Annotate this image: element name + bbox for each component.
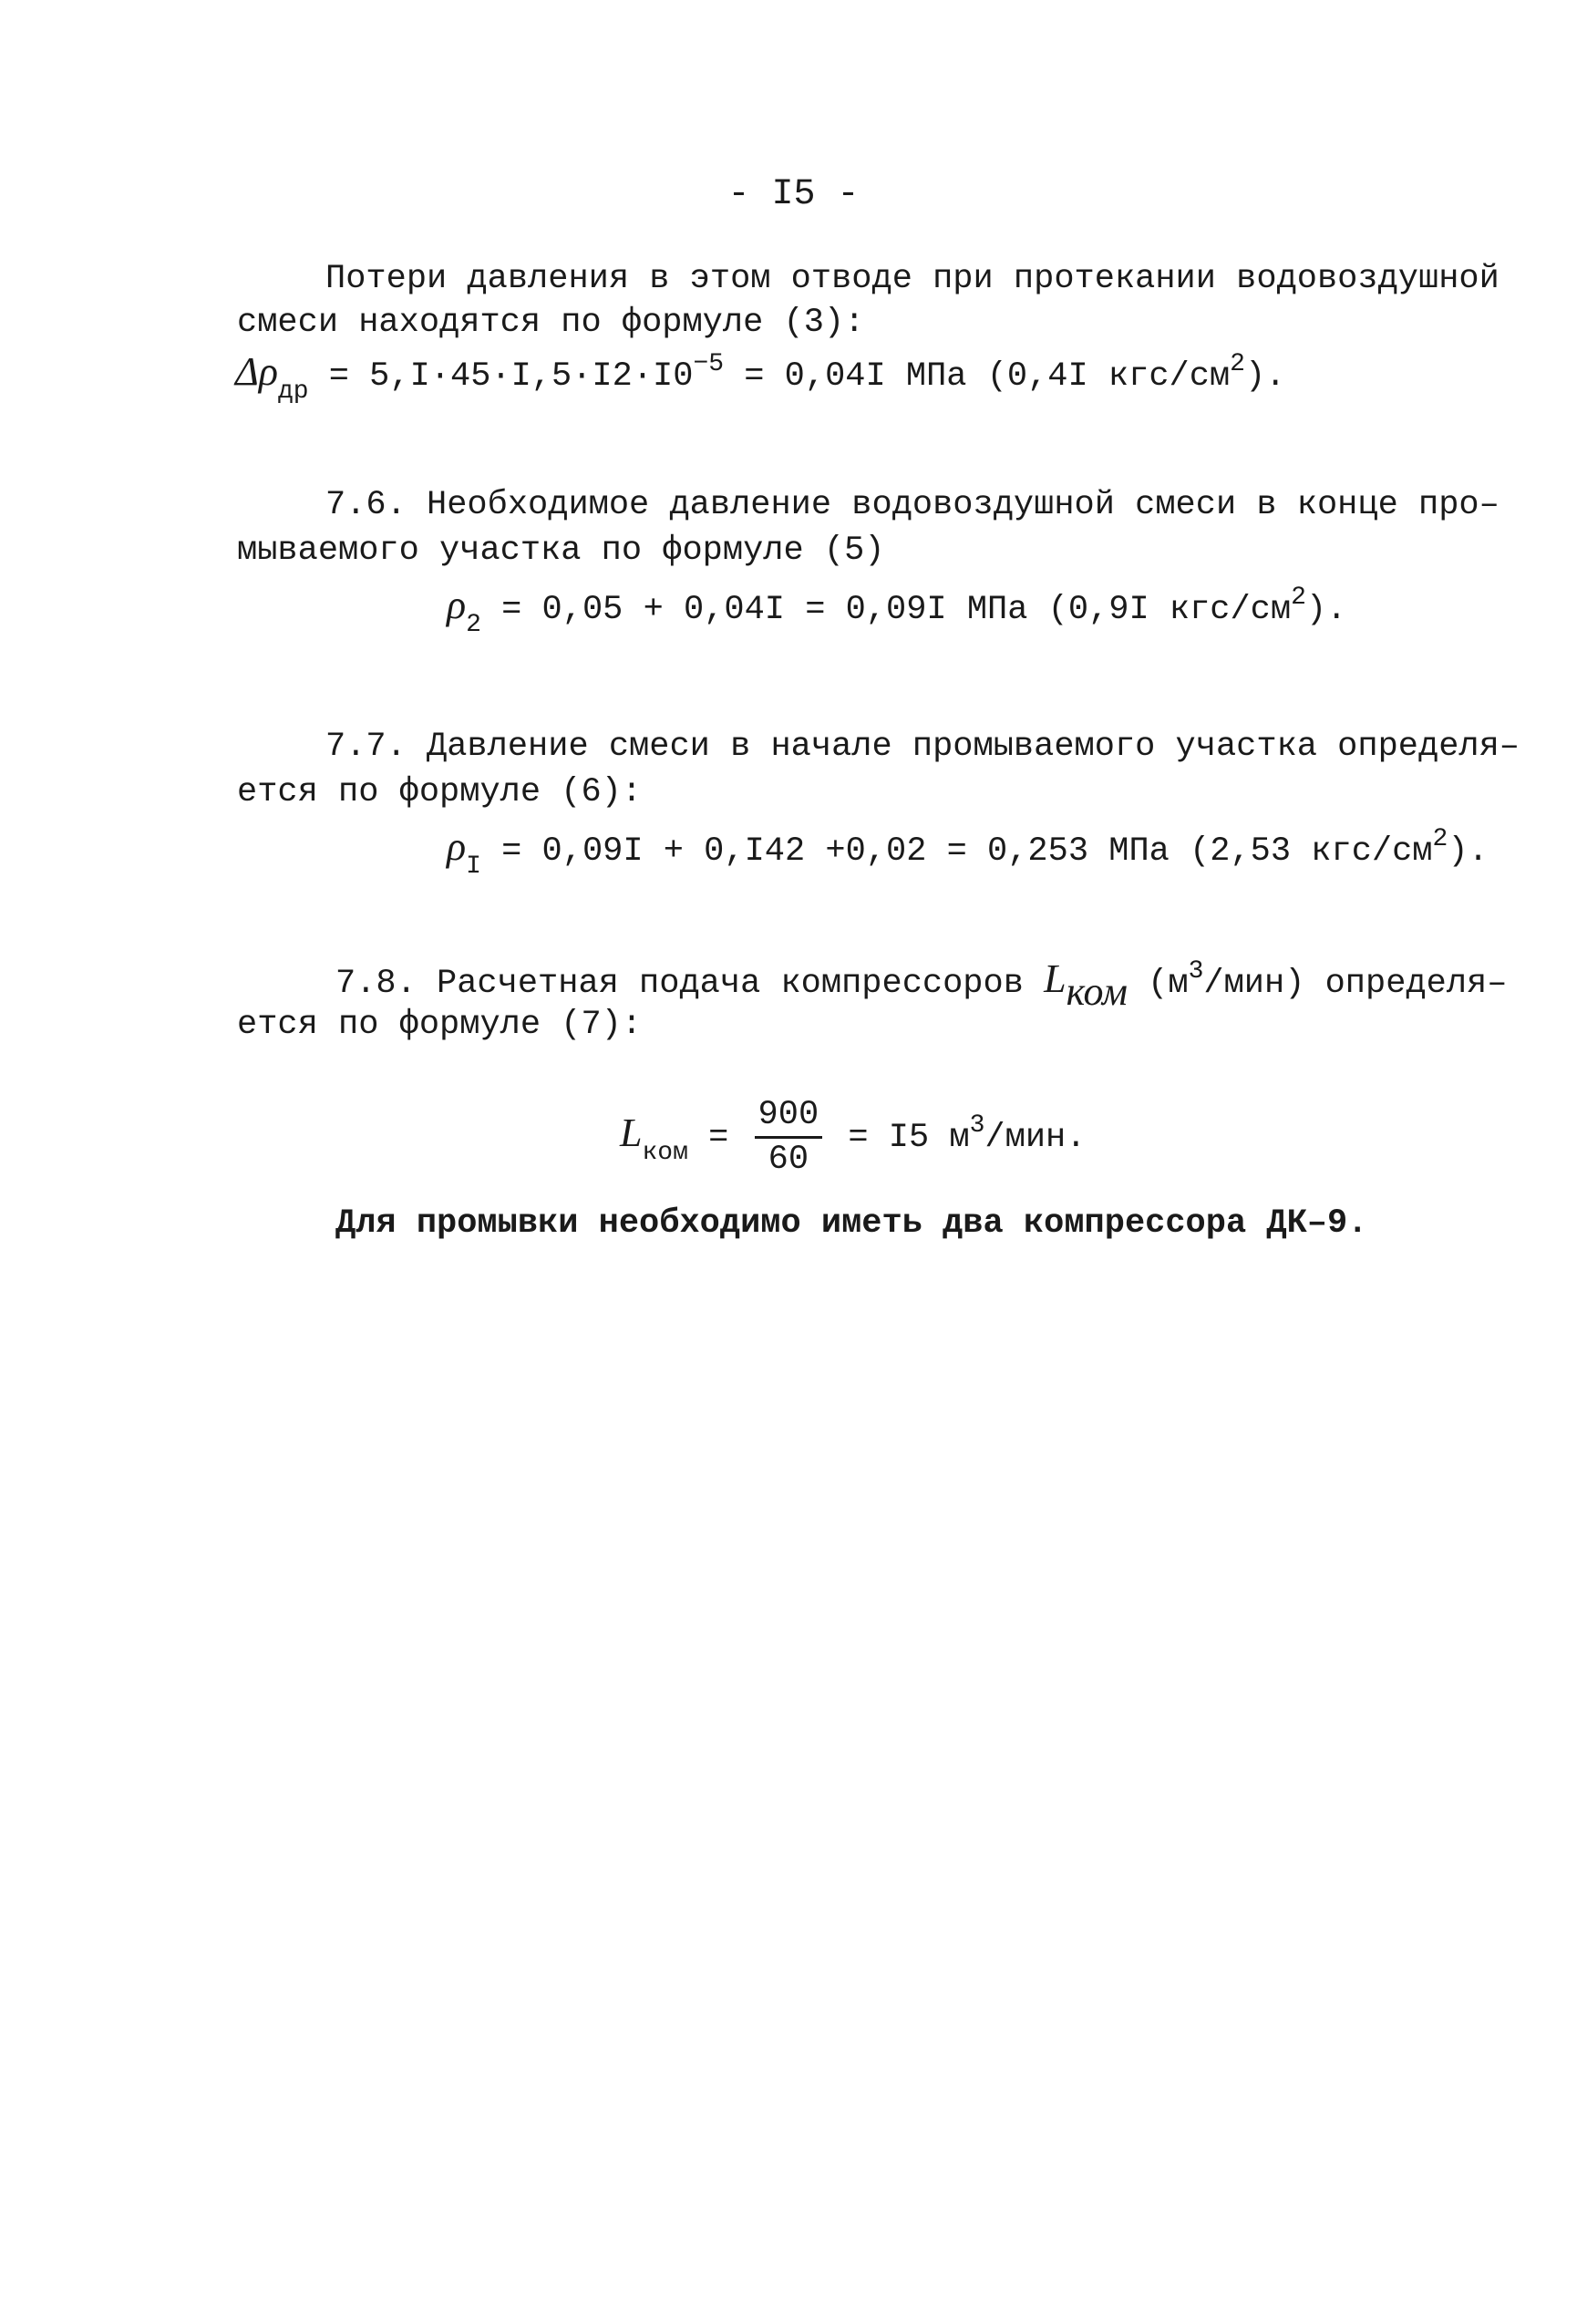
loss-formula-subscript: др [277,377,309,406]
section-7-8-text-c: /мин) определя– [1203,965,1508,1003]
section-7-8-unit-exponent: 3 [1188,957,1204,986]
l-kom-fraction [755,1094,823,1181]
section-7-8-formula [620,1090,1086,1182]
section-7-8-line-1 [335,956,1508,1014]
loss-formula-exponent: −5 [693,350,725,378]
conclusion-text: Для промывки необходимо иметь два компрессора ДК–9. [335,1204,1368,1243]
section-7-7-line-1: 7.7. Давление смеси в начале промываемого участка определя– [325,728,1520,766]
rho-1-expr: = 0,09I + 0,I42 +0,02 = 0,253 МПа (2,53 кгс/см [480,832,1433,871]
loss-text-line-2: смеси находятся по формуле (3): [237,304,865,342]
section-7-6-line-1: 7.6. Необходимое давление водовоздушной смеси в конце про– [325,486,1499,524]
delta-rho-symbol: Δρ [235,349,278,394]
l-kom-eq-2: = I5 м [828,1119,970,1157]
page-number: - I5 - [727,174,860,215]
rho-2-subscript: 2 [466,611,481,639]
l-kom-subscript: ком [642,1139,688,1167]
l-kom-eq-1: = [687,1119,749,1157]
loss-formula [235,349,1286,406]
rho-1-tail: ). [1448,832,1489,871]
section-7-8-line-2: ется по формуле (7): [237,1006,643,1044]
rho-2-symbol: ρ [447,583,467,627]
rho-1-subscript: I [466,852,481,881]
l-kom-tail: /мин. [984,1119,1087,1157]
l-kom-inline-subscript: ком [1066,969,1128,1014]
fraction-denominator: 60 [768,1140,809,1179]
loss-formula-tail: ). [1244,357,1286,396]
l-kom-symbol: L [620,1110,643,1155]
fraction-numerator: 900 [755,1094,823,1139]
section-7-6-line-2: мываемого участка по формуле (5) [237,532,885,570]
rho-2-unit-exponent: 2 [1291,584,1306,612]
section-7-8-text-b: (м [1127,965,1189,1003]
rho-2-tail: ). [1305,591,1347,629]
section-7-7-line-2: ется по формуле (6): [237,773,643,811]
section-7-6-formula [447,583,1347,639]
section-7-8-text-a: 7.8. Расчетная подача компрессоров [335,965,1045,1003]
loss-formula-expr-b: = 0,04I МПа (0,4I кгс/см [724,357,1231,396]
rho-2-expr: = 0,05 + 0,04I = 0,09I МПа (0,9I кгс/см [480,591,1292,629]
loss-formula-unit-exponent: 2 [1230,350,1245,378]
loss-formula-expr-a: = 5,I·45·I,5·I2·I0 [308,357,694,396]
loss-text-line-1: Потери давления в этом отводе при протекании водовоздушной [325,260,1499,298]
section-7-7-formula [447,824,1489,881]
rho-1-symbol: ρ [447,824,467,869]
l-kom-unit-exponent: 3 [969,1111,985,1140]
l-kom-inline-symbol: L [1044,956,1067,1001]
rho-1-unit-exponent: 2 [1432,825,1448,853]
